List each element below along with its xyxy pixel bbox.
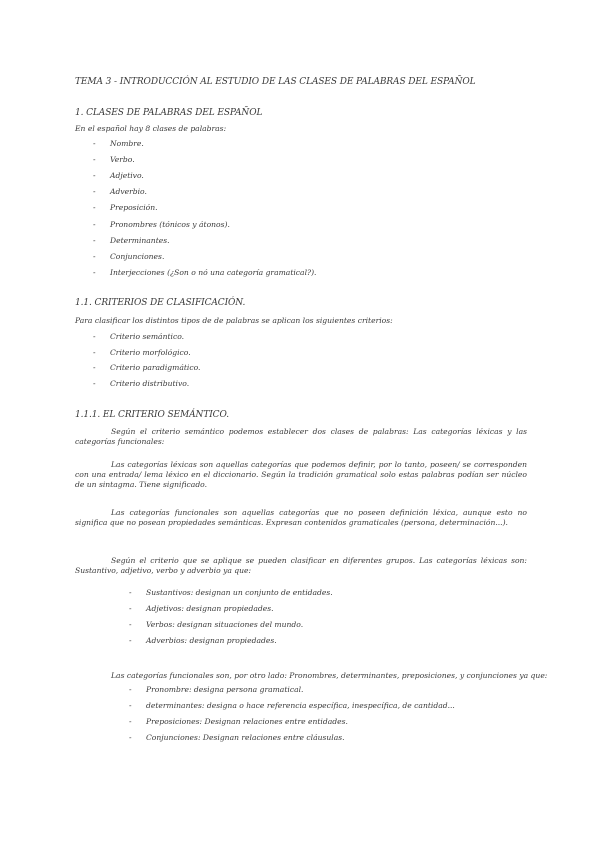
section-1-intro: En el español hay 8 clases de palabras: — [75, 124, 227, 133]
list-item-text: Interjecciones (¿Son o nó una categoría gramatical?). — [110, 267, 317, 277]
list-item-text: Determinantes. — [110, 235, 170, 245]
list-item-text: Preposición. — [110, 203, 158, 213]
list-item-text: Pronombre: designa persona gramatical. — [146, 685, 304, 694]
list-item-text: Adverbio. — [110, 187, 147, 197]
list-item-text: Sustantivos: designan un conjunto de entidades. — [146, 588, 333, 597]
bullet-dash: - — [93, 235, 96, 245]
section-1-1-intro: Para clasificar los distintos tipos de de palabras se aplican los siguientes criterios: — [75, 316, 393, 325]
bullet-dash: - — [129, 701, 132, 710]
list-item-text: Criterio paradigmático. — [110, 363, 201, 372]
paragraph-functional-categories: Las categorías funcionales son aquellas categorías que no poseen definición léxica, aunque esto no significa que no posean propiedades semánticas. Expresan contenidos gramaticales (persona, determinación...). — [75, 508, 527, 527]
paragraph-lexical-categories: Las categorías léxicas son aquellas categorías que podemos definir, por lo tanto, poseen/ se corresponden con una entrada/ lema léxico en el diccionario. Según la tradición gramatical solo estas palabras podían ser núcleo de un sintagma. Tiene significado. — [75, 460, 527, 489]
bullet-dash: - — [93, 139, 96, 148]
bullet-dash: - — [93, 332, 96, 341]
bullet-dash: - — [93, 251, 96, 261]
bullet-dash: - — [129, 636, 132, 645]
list-item-text: Criterio semántico. — [110, 332, 185, 341]
list-item-text: Verbo. — [110, 155, 135, 165]
paragraph-functional-list-intro: Las categorías funcionales son, por otro lado: Pronombres, determinantes, preposiciones, y conjunciones ya que: — [111, 671, 548, 680]
list-item-text: Preposiciones: Designan relaciones entre entidades. — [146, 717, 348, 726]
bullet-dash: - — [93, 203, 96, 213]
document-title: TEMA 3 - INTRODUCCIÓN AL ESTUDIO DE LAS CLASES DE PALABRAS DEL ESPAÑOL — [75, 77, 476, 87]
bullet-dash: - — [93, 171, 96, 181]
bullet-dash: - — [93, 155, 96, 165]
section-1-heading: 1. CLASES DE PALABRAS DEL ESPAÑOL — [75, 108, 263, 118]
bullet-dash: - — [93, 267, 96, 277]
bullet-dash: - — [93, 347, 96, 357]
bullet-dash: - — [129, 604, 132, 613]
list-item-text: Adverbios: designan propiedades. — [146, 636, 277, 645]
list-item-text: Conjunciones: Designan relaciones entre cláusulas. — [146, 733, 345, 742]
paragraph-semantic-criterion: Según el criterio semántico podemos establecer dos clases de palabras: Las categorías léxicas y las categorías funcionales: — [75, 427, 527, 446]
list-item-text: Criterio morfológico. — [110, 347, 191, 357]
list-item-text: Nombre. — [110, 139, 144, 148]
section-1-1-heading: 1.1. CRITERIOS DE CLASIFICACIÓN. — [75, 298, 246, 308]
bullet-dash: - — [93, 219, 96, 229]
bullet-dash: - — [129, 685, 132, 694]
list-item-text: Adjetivos: designan propiedades. — [146, 604, 274, 613]
list-item-text: Adjetivo. — [110, 171, 144, 181]
bullet-dash: - — [129, 717, 132, 726]
bullet-dash: - — [93, 363, 96, 372]
list-item-text: Verbos: designan situaciones del mundo. — [146, 620, 304, 629]
paragraph-classification-groups: Según el criterio que se aplique se pueden clasificar en diferentes grupos. Las categorías léxicas son: Sustantivo, adjetivo, verbo y adverbio ya que: — [75, 556, 527, 575]
list-item-text: Pronombres (tónicos y átonos). — [110, 219, 230, 229]
list-item-text: Conjunciones. — [110, 251, 165, 261]
list-item-text: determinantes: designa o hace referencia específica, inespecífica, de cantidad... — [146, 701, 455, 710]
list-item-text: Criterio distributivo. — [110, 378, 190, 388]
bullet-dash: - — [129, 733, 132, 742]
bullet-dash: - — [93, 187, 96, 197]
bullet-dash: - — [129, 588, 132, 597]
section-1-1-1-heading: 1.1.1. EL CRITERIO SEMÁNTICO. — [75, 410, 229, 420]
bullet-dash: - — [93, 378, 96, 388]
bullet-dash: - — [129, 620, 132, 629]
